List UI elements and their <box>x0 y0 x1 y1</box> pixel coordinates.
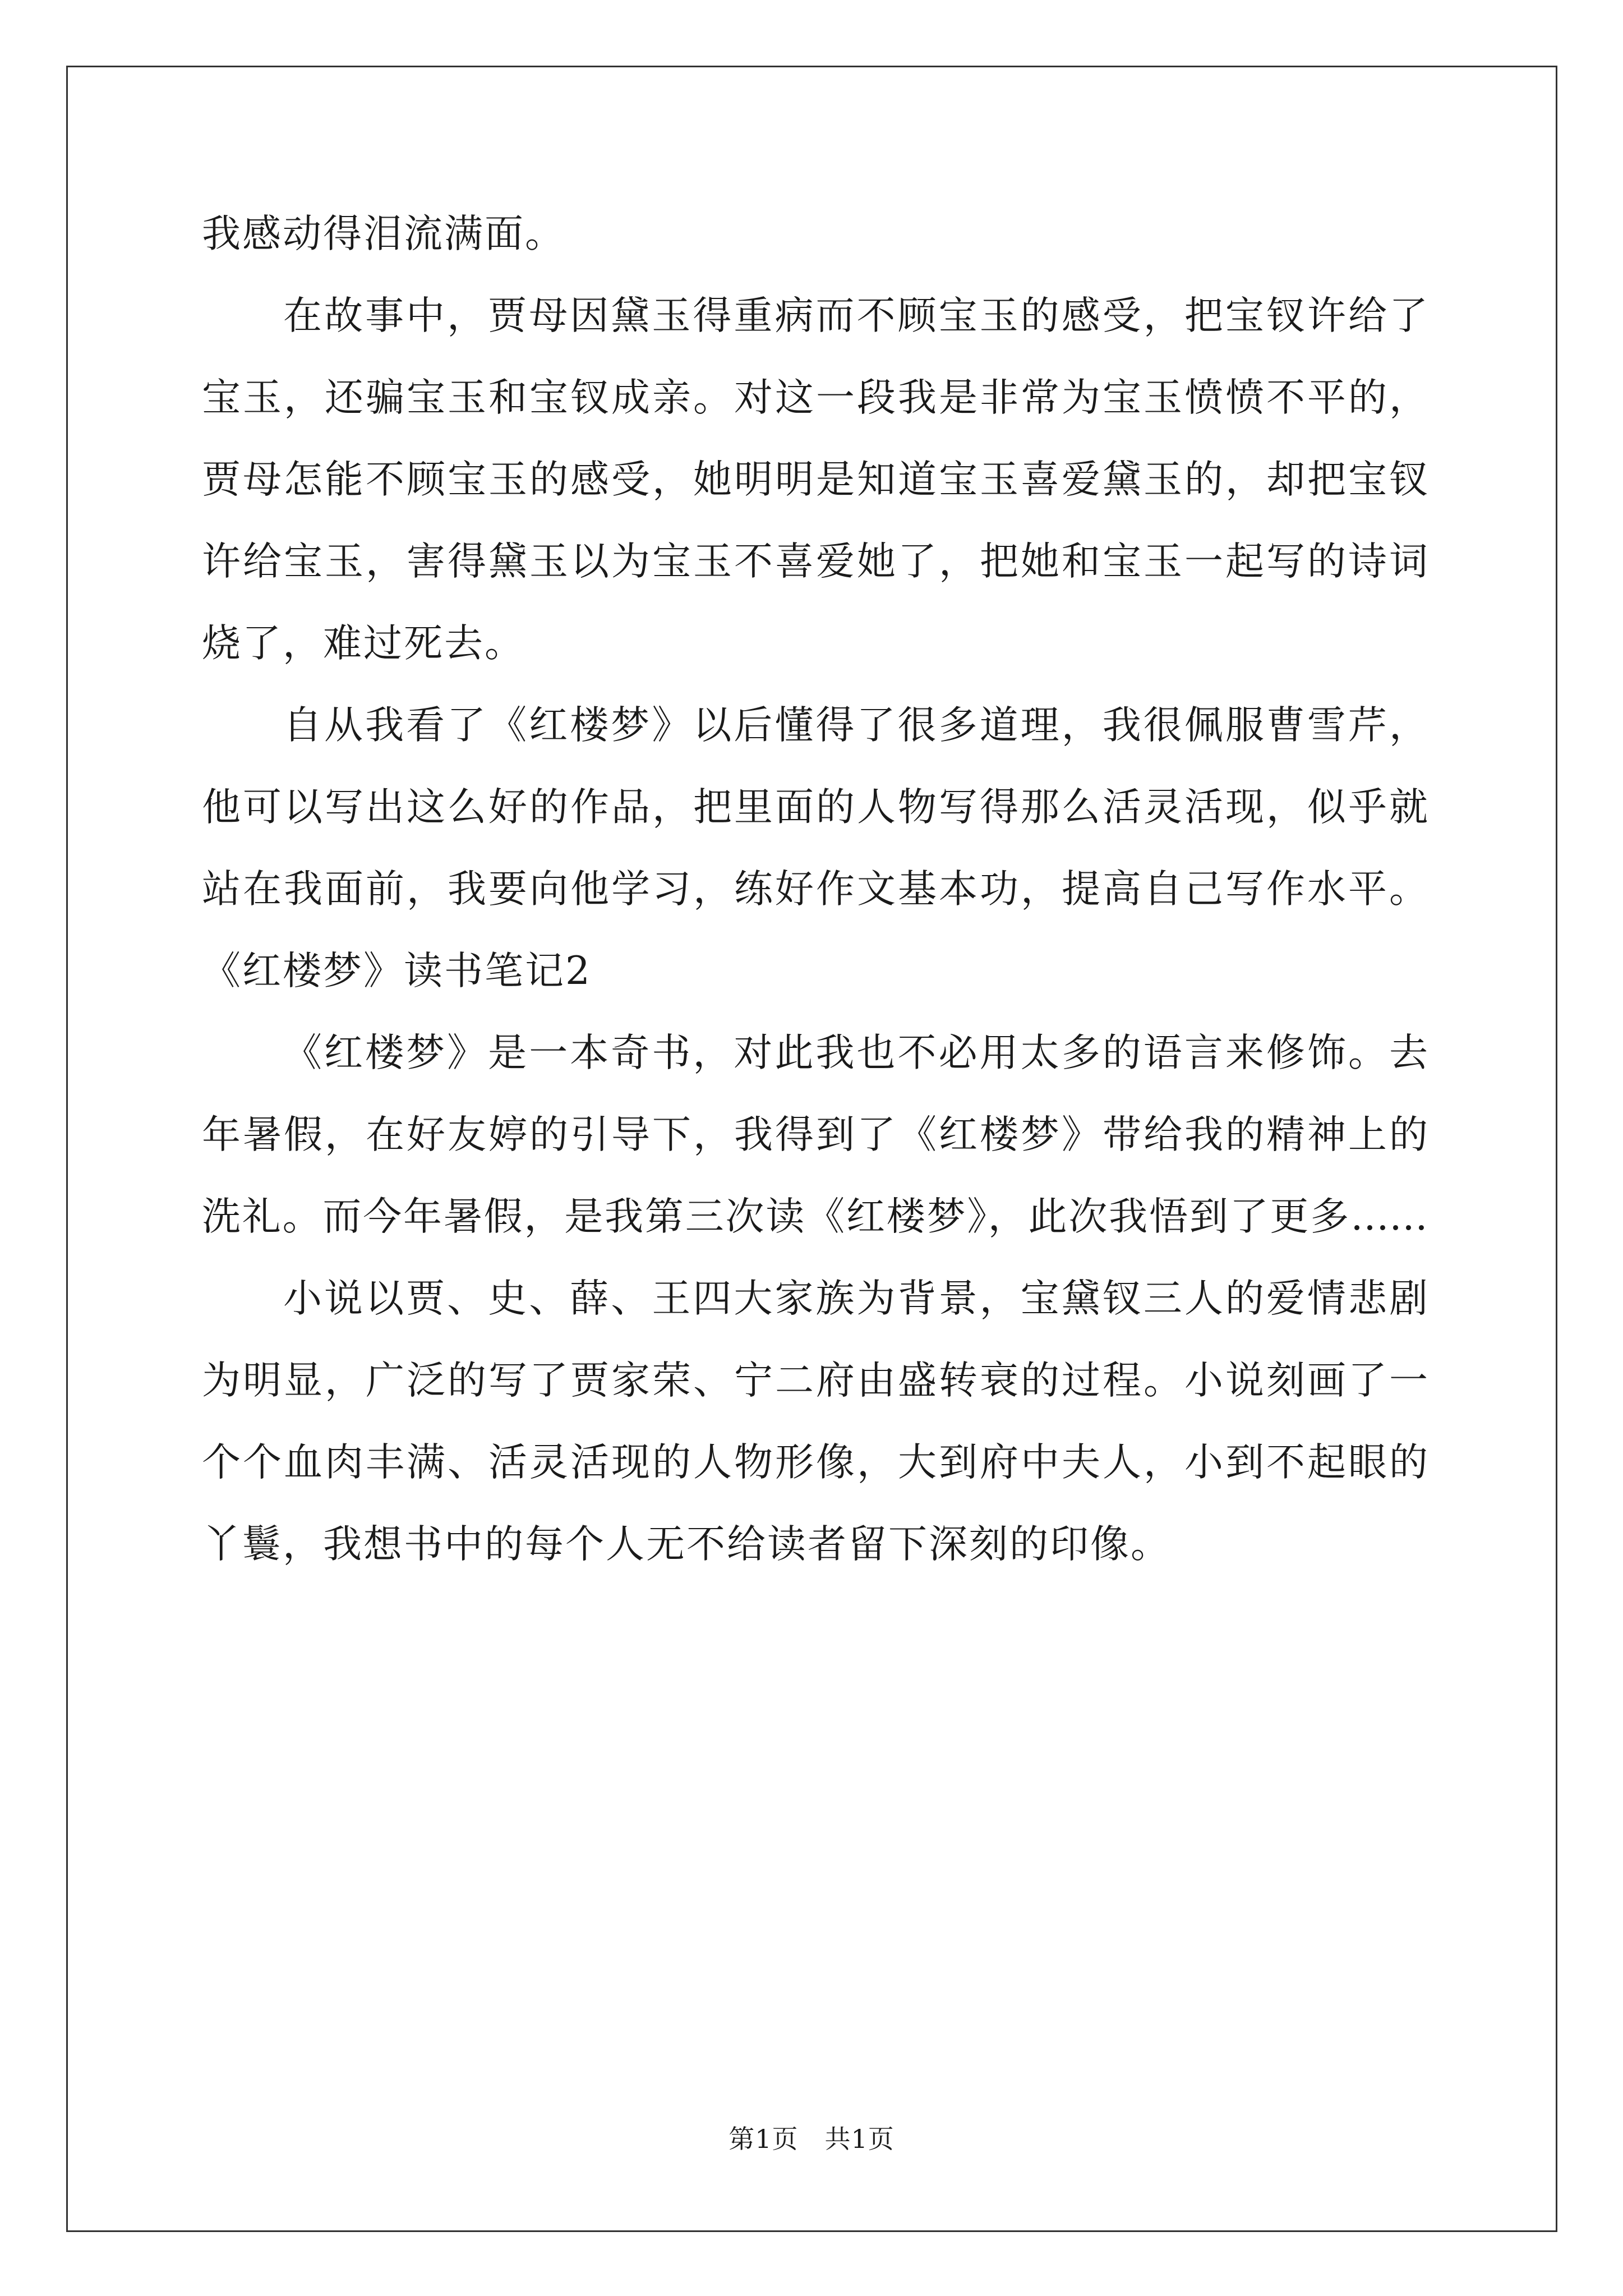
text-line: 宝玉，还骗宝玉和宝钗成亲。对这一段我是非常为宝玉愤愤不平的， <box>202 375 1428 420</box>
text-line: 个个血肉丰满、活灵活现的人物形像，大到府中夫人，小到不起眼的 <box>202 1440 1428 1485</box>
text-line: 为明显，广泛的写了贾家荣、宁二府由盛转衰的过程。小说刻画了一 <box>202 1358 1428 1403</box>
section-heading: 《红楼梦》读书笔记2 <box>202 949 592 993</box>
text-line: 我感动得泪流满面。 <box>202 211 565 256</box>
text-line: 贾母怎能不顾宝玉的感受，她明明是知道宝玉喜爱黛玉的，却把宝钗 <box>202 457 1428 502</box>
text-line: 年暑假，在好友婷的引导下，我得到了《红楼梦》带给我的精神上的 <box>202 1112 1428 1157</box>
text-line: 丫鬟，我想书中的每个人无不给读者留下深刻的印像。 <box>202 1522 1171 1567</box>
text-line: 站在我面前，我要向他学习，练好作文基本功，提高自己写作水平。 <box>202 867 1428 912</box>
text-line: 烧了，难过死去。 <box>202 621 525 666</box>
text-line: 《红楼梦》是一本奇书，对此我也不必用太多的语言来修饰。去 <box>283 1030 1428 1075</box>
text-line: 许给宝玉，害得黛玉以为宝玉不喜爱她了，把她和宝玉一起写的诗词 <box>202 539 1428 584</box>
text-line: 洗礼。而今年暑假，是我第三次读《红楼梦》，此次我悟到了更多…… <box>202 1194 1428 1239</box>
text-line: 他可以写出这么好的作品，把里面的人物写得那么活灵活现，似乎就 <box>202 785 1428 830</box>
page-footer: 第1页 共1页 <box>728 2124 895 2154</box>
text-line: 小说以贾、史、薛、王四大家族为背景，宝黛钗三人的爱情悲剧 <box>283 1276 1428 1321</box>
text-line: 在故事中，贾母因黛玉得重病而不顾宝玉的感受，把宝钗许给了 <box>283 293 1428 338</box>
text-line: 自从我看了《红楼梦》以后懂得了很多道理，我很佩服曹雪芹， <box>283 703 1428 748</box>
